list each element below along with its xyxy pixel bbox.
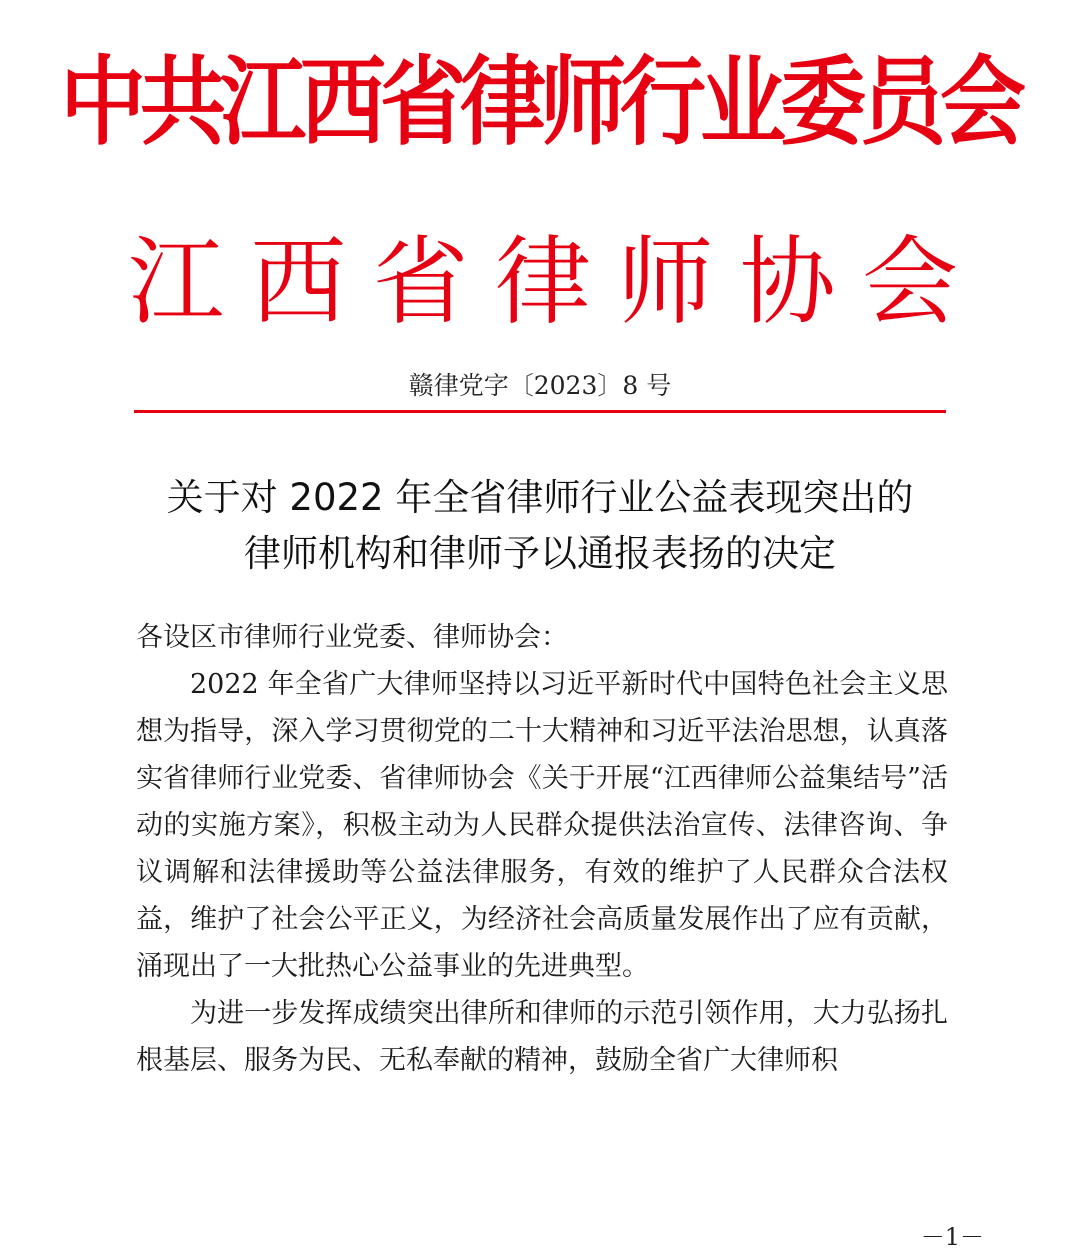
red-divider [134,410,946,413]
issuer-char: 西 [250,226,347,338]
issuer-char: 省 [372,226,469,338]
document-number: 赣律党字〔2023〕8 号 [408,371,672,400]
issuer-char: 会 [861,226,958,338]
page-number: －1－ [920,1223,984,1251]
issuer-char: 江 [128,226,224,338]
document-body [136,614,948,1084]
body-paragraph-2: 为进一步发挥成绩突出律所和律师的示范引领作用，大力弘扬扎根基层、服务为民、无私奉献的精神，鼓励全省广大律师积 [136,998,948,1076]
title-line-2: 律师机构和律师予以通报表扬的决定 [244,532,836,575]
issuer-name-lawyers-association [128,222,958,342]
issuer-char: 协 [739,226,836,338]
issuer-char: 师 [617,226,714,338]
title-line-1: 关于对 2022 年全省律师行业公益表现突出的 [166,476,914,519]
issuer-char: 律 [494,226,591,338]
body-paragraph-1: 2022 年全省广大律师坚持以习近平新时代中国特色社会主义思想为指导，深入学习贯彻党的二十大精神和习近平法治思想，认真落实省律师行业党委、省律师协会《关于开展“江西律师公益集结号”活动的实施方案》，积极主动为人民群众提供法治宣传、法律咨询、争议调解和法律援助等公益法律服务，有效的维护了人民群众合法权益，维护了社会公平正义，为经济社会高质量发展作出了应有贡献，涌现出了一大批热心公益事业的先进典型。 [136,669,948,982]
issuer-name-party-committee: 中共江西省律师行业委员会 [60,47,1020,159]
document-title [0,470,1080,582]
salutation: 各设区市律师行业党委、律师协会： [136,622,568,653]
